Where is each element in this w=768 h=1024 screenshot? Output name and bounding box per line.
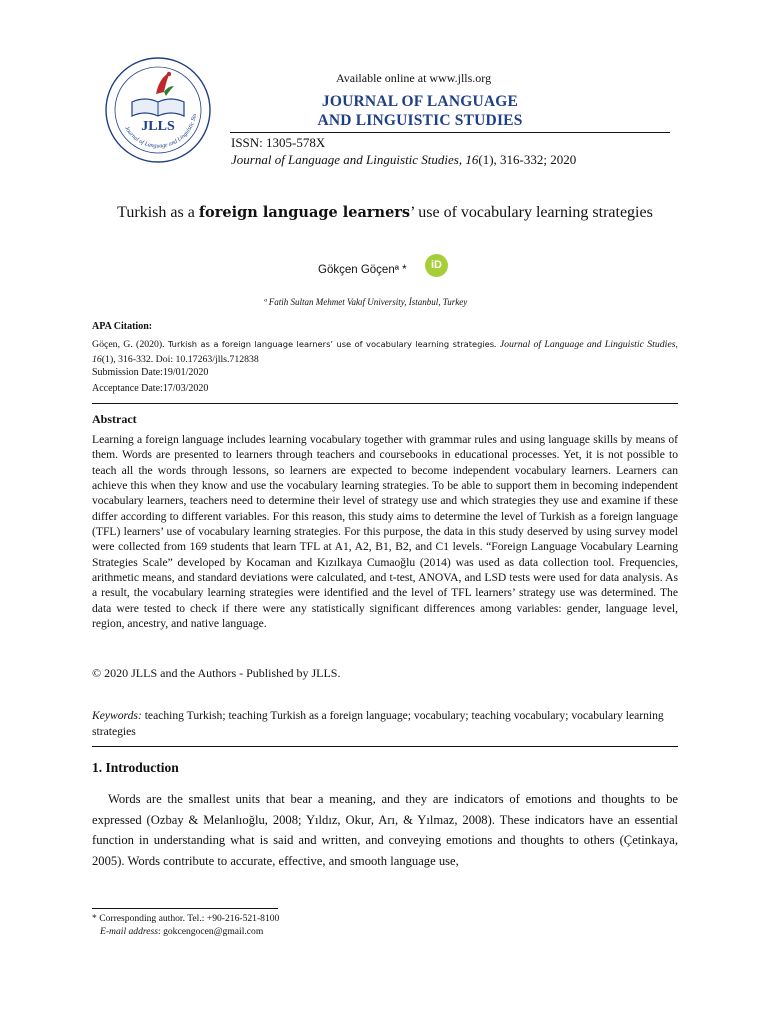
bird-icon — [156, 72, 174, 96]
keywords — [92, 708, 678, 739]
abstract-divider — [92, 403, 678, 404]
keywords-label: Keywords: — [92, 709, 142, 722]
keywords-text: teaching Turkish; teaching Turkish as a foreign language; vocabulary; teaching vocabulary; vocabulary learning strategies — [92, 709, 664, 738]
available-online: Available online at www.jlls.org — [336, 71, 492, 85]
author-name: Gökçen Göçenª * — [318, 264, 407, 276]
logo-ring-text: Journal of Language and Linguistic Stu — [123, 113, 199, 150]
book-icon — [132, 99, 184, 116]
introduction-divider — [92, 746, 678, 747]
title-part-1: Turkish as a — [117, 204, 199, 221]
article-title — [92, 204, 678, 222]
footnote-email — [100, 926, 263, 937]
apa-doi: (1), 316-332. Doi: 10.17263/jlls.712838 — [101, 354, 259, 365]
apa-title: Turkish as a foreign language learners’ use of vocabulary learning strategies — [167, 339, 495, 349]
issn: ISSN: 1305-578X — [231, 135, 326, 150]
footnote-corresponding: * Corresponding author. Tel.: +90-216-521-8100 — [92, 913, 280, 924]
orcid-icon[interactable]: iD — [425, 254, 448, 277]
author-affiliation: ª Fatih Sultan Mehmet Vakıf University, İstanbul, Turkey — [264, 297, 468, 307]
header-divider — [230, 132, 670, 133]
copyright-notice: © 2020 JLLS and the Authors - Published by JLLS. — [92, 666, 341, 680]
acceptance-date: Acceptance Date:17/03/2020 — [92, 383, 209, 394]
introduction-text: Words are the smallest units that bear a meaning, and they are indicators of emotions and thoughts to be expressed (Ozbay & Melanlıoğlu, 2008; Yıldız, Okur, Arı, & Yılmaz, 2008). These indicators have an essential function in understanding what is said and written, and conveying emotions and thoughts to others (Çetinkaya, 2005). Words contribute to accurate, effective, and smooth language use, — [92, 792, 678, 868]
footnote-divider — [92, 908, 278, 909]
submission-date: Submission Date:19/01/2020 — [92, 367, 209, 378]
apa-citation-label: APA Citation: — [92, 321, 153, 332]
logo-text: JLLS — [141, 119, 175, 134]
email-address[interactable]: : gokcengocen@gmail.com — [158, 926, 264, 937]
title-part-bold: foreign language learners — [198, 204, 411, 221]
journal-logo — [104, 56, 212, 164]
email-label: E-mail address — [100, 926, 159, 937]
introduction-heading: 1. Introduction — [92, 760, 179, 775]
apa-authors: Göçen, G. (2020). — [92, 339, 168, 350]
apa-journal: . Journal of Language and Linguistic Studies, 16 — [92, 339, 678, 365]
journal-name-line2: AND LINGUISTIC STUDIES — [317, 112, 523, 129]
citation-journal: Journal of Language and Linguistic Studies, 16 — [231, 152, 479, 167]
apa-citation — [92, 337, 678, 367]
abstract-heading: Abstract — [92, 412, 137, 426]
journal-name — [230, 92, 610, 130]
title-part-2: ’ use of vocabulary learning strategies — [410, 204, 653, 221]
citation-issue: (1), 316-332; 2020 — [478, 152, 577, 167]
abstract-text: Learning a foreign language includes learning vocabulary together with grammar rules and using language skills by means of them. Words are presented to learners through teachers and coursebooks in educational processes. Yet, it is not possible to teach all the words through lessons, so learners are expected to become independent vocabulary learners. Learners can achieve this when they know and use the vocabulary learning strategies. To be able to support them in becoming independent vocabulary learners, teachers need to determine their level of strategy use and which strategies they use and examine if these differ according to different variables. For this reason, this study aims to determine the level of Turkish as a foreign language (TFL) learners’ use of vocabulary learning strategies. For this purpose, the data in this study deserved by using survey model were collected from 169 students that learn TFL at A1, A2, B1, B2, and C1 levels. “Foreign Language Vocabulary Learning Strategies Scale” developed by Kocaman and Kızılkaya Cumaoğlu (2014) was used as data collection tool. Frequencies, arithmetic means, and standard deviations were calculated, and t-test, ANOVA, and LSD tests were used for data analysis. As a result, the vocabulary learning strategies were identified and the level of TFL learners’ strategy use was determined. The data were tested to check if there were any statistically significant differences among variables: gender, language level, region, ancestry, and native language. — [92, 433, 678, 631]
journal-citation — [231, 152, 576, 168]
journal-name-line1: JOURNAL OF LANGUAGE — [321, 93, 519, 110]
